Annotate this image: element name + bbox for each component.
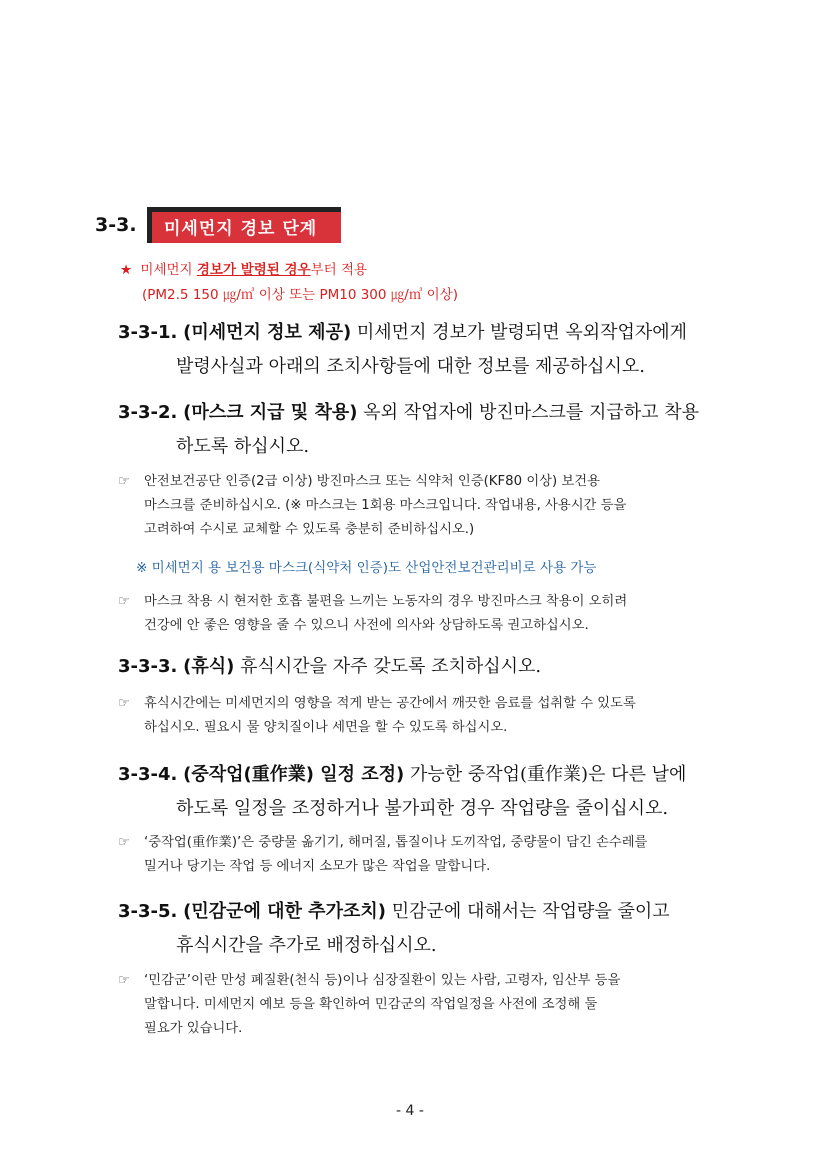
alert-criteria: (PM2.5 150 ㎍/㎥ 이상 또는 PM10 300 ㎍/㎥ 이상) xyxy=(142,287,458,303)
pointing-hand-icon: ☞ xyxy=(118,696,130,711)
item-text-cont: 하도록 하십시오. xyxy=(176,436,310,457)
item-number: 3-3-2. xyxy=(118,402,178,423)
section-number: 3-3. xyxy=(95,214,137,236)
reference-note: ※ 미세먼지 용 보건용 마스크(식약처 인증)도 산업안전보건관리비로 사용 가능 xyxy=(136,560,597,576)
section-title: 미세먼지 경보 단계 xyxy=(147,207,341,243)
note-heavy-work xyxy=(118,831,728,879)
note-rest xyxy=(118,692,728,740)
item-text: 가능한 중작업(重作業)은 다른 날에 xyxy=(404,764,687,785)
pointing-hand-icon: ☞ xyxy=(118,973,130,988)
item-text: 휴식시간을 자주 갖도록 조치하십시오. xyxy=(234,656,542,677)
note-line: 하십시오. 필요시 물 양치질이나 세면을 할 수 있도록 하십시오. xyxy=(144,720,508,735)
item-text: 민감군에 대해서는 작업량을 줄이고 xyxy=(385,901,670,922)
alert-suffix: 부터 적용 xyxy=(310,262,368,278)
note-line: 마스크 착용 시 현저한 호흡 불편을 느끼는 노동자의 경우 방진마스크 착용이 오히려 xyxy=(144,594,628,609)
note-line: 건강에 안 좋은 영향을 줄 수 있으니 사전에 의사와 상담하도록 권고하십시오. xyxy=(144,618,589,633)
section-heading xyxy=(95,207,341,243)
note-line: 밀거나 당기는 작업 등 에너지 소모가 많은 작업을 말합니다. xyxy=(144,859,491,874)
note-line: 필요가 있습니다. xyxy=(144,1021,243,1036)
alert-prefix: 미세먼지 xyxy=(140,262,193,278)
item-3-3-4 xyxy=(118,758,728,826)
item-3-3-1 xyxy=(118,316,728,384)
item-number: 3-3-1. xyxy=(118,322,178,343)
page-number: - 4 - xyxy=(396,1103,424,1119)
note-line: 고려하여 수시로 교체할 수 있도록 충분히 준비하십시오.) xyxy=(144,522,475,537)
item-title: (미세먼지 정보 제공) xyxy=(183,322,352,343)
item-3-3-3 xyxy=(118,650,728,684)
note-sensitive-group xyxy=(118,969,728,1041)
note-line: ‘민감군’이란 만성 폐질환(천식 등)이나 심장질환이 있는 사람, 고령자, 임산부 등을 xyxy=(144,973,621,988)
item-3-3-2 xyxy=(118,396,728,464)
item-text-cont: 휴식시간을 추가로 배정하십시오. xyxy=(176,935,437,956)
item-text-cont: 발령사실과 아래의 조치사항들에 대한 정보를 제공하십시오. xyxy=(176,356,646,377)
item-number: 3-3-4. xyxy=(118,764,178,785)
note-mask-prep xyxy=(118,470,728,542)
item-text: 미세먼지 경보가 발령되면 옥외작업자에게 xyxy=(351,322,688,343)
star-icon: ★ xyxy=(120,262,133,278)
note-line: 마스크를 준비하십시오. (※ 마스크는 1회용 마스크입니다. 작업내용, 사용시간 등을 xyxy=(144,498,627,513)
item-number: 3-3-3. xyxy=(118,656,178,677)
pointing-hand-icon: ☞ xyxy=(118,835,130,850)
item-3-3-5 xyxy=(118,895,728,963)
alert-highlight: 경보가 발령된 경우 xyxy=(196,262,311,278)
pointing-hand-icon: ☞ xyxy=(118,594,130,609)
item-text-cont: 하도록 일정을 조정하거나 불가피한 경우 작업량을 줄이십시오. xyxy=(176,798,669,819)
item-title: (중작업(重作業) 일정 조정) xyxy=(183,764,405,785)
item-title: (민감군에 대한 추가조치) xyxy=(183,901,386,922)
pointing-hand-icon: ☞ xyxy=(118,474,130,489)
note-line: 휴식시간에는 미세먼지의 영향을 적게 받는 공간에서 깨끗한 음료를 섭취할 수 있도록 xyxy=(144,696,636,711)
alert-condition xyxy=(120,258,458,308)
note-mask-breathing xyxy=(118,590,728,638)
item-title: (마스크 지급 및 착용) xyxy=(183,402,358,423)
item-number: 3-3-5. xyxy=(118,901,178,922)
note-line: 말합니다. 미세먼지 예보 등을 확인하여 민감군의 작업일정을 사전에 조정해 둘 xyxy=(144,997,598,1012)
note-line: 안전보건공단 인증(2급 이상) 방진마스크 또는 식약처 인증(KF80 이상) 보건용 xyxy=(144,474,600,489)
note-line: ‘중작업(重作業)’은 중량물 옮기기, 해머질, 톱질이나 도끼작업, 중량물이 담긴 손수레를 xyxy=(144,835,648,850)
item-title: (휴식) xyxy=(183,656,235,677)
item-text: 옥외 작업자에 방진마스크를 지급하고 착용 xyxy=(357,402,700,423)
